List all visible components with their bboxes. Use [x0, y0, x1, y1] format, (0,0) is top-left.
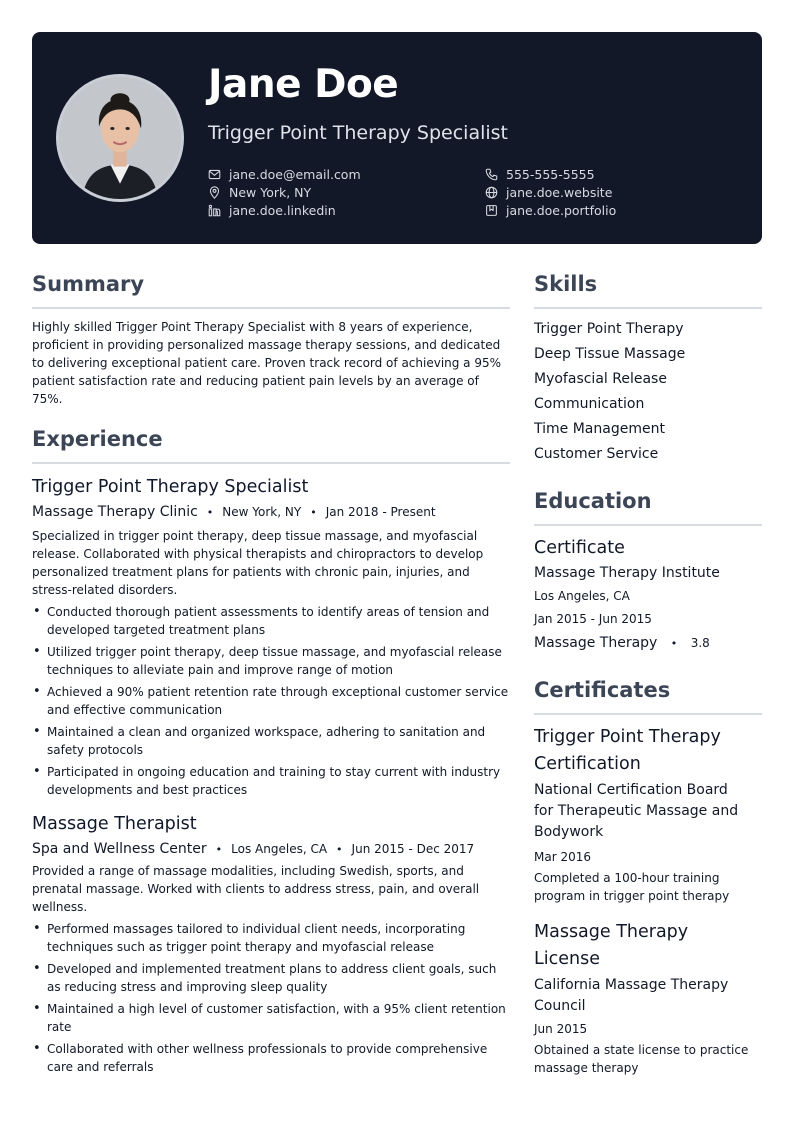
skills-section	[534, 268, 762, 467]
skill-item: Myofascial Release	[534, 371, 667, 387]
skill-item: Customer Service	[534, 446, 659, 462]
resume-header	[32, 32, 762, 244]
education-entry	[534, 535, 762, 656]
list-item: • Maintained a high level of customer satisfaction, with a 95% client retention rate	[32, 1000, 510, 1036]
contact-linkedin[interactable]	[208, 201, 336, 219]
job-entry	[32, 811, 510, 1076]
list-item: • Conducted thorough patient assessments to identify areas of tension and developed targeted treatment plans	[32, 603, 510, 639]
job-bullets	[32, 603, 510, 799]
job-entry	[32, 474, 510, 799]
portfolio-icon	[485, 204, 498, 217]
contact-email[interactable]	[208, 165, 361, 183]
skills-list	[534, 317, 762, 467]
list-item: • Participated in ongoing education and training to stay current with industry developments and best practices	[32, 763, 510, 799]
education-location: Los Angeles, CA	[534, 589, 630, 603]
section-divider	[534, 307, 762, 309]
certificate-description: Completed a 100-hour training program in trigger point therapy	[534, 871, 730, 903]
certificates-section	[534, 674, 762, 1077]
job-meta	[32, 839, 510, 860]
job-company: Massage Therapy Clinic	[32, 504, 198, 520]
certificate-issuer: California Massage Therapy Council	[534, 977, 729, 1014]
linkedin-icon	[208, 204, 221, 217]
job-bullets	[32, 920, 510, 1076]
candidate-name: Jane Doe	[208, 62, 399, 107]
separator-dot: •	[310, 506, 317, 519]
job-location: New York, NY	[222, 505, 302, 519]
globe-icon	[485, 186, 498, 199]
experience-section	[32, 423, 510, 1076]
candidate-title: Trigger Point Therapy Specialist	[208, 122, 509, 144]
education-gpa: 3.8	[690, 636, 710, 650]
side-column	[534, 268, 762, 1077]
summary-heading: Summary	[32, 272, 145, 296]
separator-dot: •	[206, 506, 214, 519]
education-degree: Certificate	[534, 538, 625, 558]
education-field: Massage Therapy	[534, 635, 658, 651]
contact-website-text: jane.doe.website	[506, 184, 613, 200]
contact-location	[208, 183, 311, 201]
contact-phone-text: 555-555-5555	[506, 166, 595, 182]
job-company: Spa and Wellness Center	[32, 841, 207, 857]
separator-dot: •	[670, 637, 678, 650]
certificate-title: Massage Therapy License	[534, 922, 689, 969]
job-dates: Jun 2015 - Dec 2017	[351, 842, 475, 856]
job-title: Massage Therapist	[32, 814, 197, 834]
map-pin-icon	[208, 186, 221, 199]
list-item: • Performed massages tailored to individual client needs, incorporating techniques such as trigger point therapy and myofascial release	[32, 920, 510, 956]
list-item: • Achieved a 90% patient retention rate through exceptional customer service and effective communication	[32, 683, 510, 719]
experience-heading: Experience	[32, 427, 163, 451]
summary-section	[32, 268, 510, 408]
separator-dot: •	[215, 843, 223, 856]
skills-heading: Skills	[534, 272, 598, 296]
job-location: Los Angeles, CA	[231, 842, 328, 856]
separator-dot: •	[336, 843, 343, 856]
profile-photo-illustration	[59, 77, 181, 199]
certificate-date: Jun 2015	[534, 1022, 588, 1036]
contact-portfolio-text: jane.doe.portfolio	[506, 202, 617, 218]
job-description: Provided a range of massage modalities, including Swedish, sports, and prenatal massage. Worked with clients to address stress, pain, and overall wellness.	[32, 864, 480, 914]
contact-linkedin-text: jane.doe.linkedin	[229, 202, 336, 218]
certificate-entry	[534, 724, 762, 905]
main-column	[32, 268, 510, 1080]
certificate-date: Mar 2016	[534, 850, 591, 864]
job-title: Trigger Point Therapy Specialist	[32, 477, 309, 497]
job-description: Specialized in trigger point therapy, deep tissue massage, and myofascial release. Collaborated with physical therapists and chiropractors to develop personalized treatment plans for patients with chronic pain, injuries, and stress-related disorders.	[32, 529, 484, 597]
section-divider	[534, 713, 762, 715]
mail-icon	[208, 168, 221, 181]
section-divider	[32, 462, 510, 464]
skill-item: Time Management	[534, 421, 665, 437]
phone-icon	[485, 168, 498, 181]
list-item: • Maintained a clean and organized workspace, adhering to sanitation and safety protocols	[32, 723, 510, 759]
list-item: • Collaborated with other wellness professionals to provide comprehensive care and referrals	[32, 1040, 510, 1076]
summary-text: Highly skilled Trigger Point Therapy Specialist with 8 years of experience, proficient in providing personalized massage therapy sessions, and dedicated to delivering exceptional patient care. Proven track record of achieving a 95% patient satisfaction rate and reducing patient pain levels by an average of 75%.	[32, 320, 502, 406]
education-heading: Education	[534, 489, 652, 513]
section-divider	[534, 524, 762, 526]
skill-item: Communication	[534, 396, 645, 412]
skill-item: Deep Tissue Massage	[534, 346, 686, 362]
contact-phone[interactable]	[485, 165, 595, 183]
job-dates: Jan 2018 - Present	[325, 505, 436, 519]
certificate-issuer: National Certification Board for Therapeutic Massage and Bodywork	[534, 782, 739, 840]
contact-website[interactable]	[485, 183, 612, 201]
list-item: • Developed and implemented treatment plans to address client goals, such as reducing stress and improving sleep quality	[32, 960, 510, 996]
certificate-entry	[534, 919, 762, 1077]
certificates-heading: Certificates	[534, 678, 671, 702]
education-school: Massage Therapy Institute	[534, 565, 720, 581]
education-section	[534, 485, 762, 656]
skill-item: Trigger Point Therapy	[534, 321, 684, 337]
contact-location-text: New York, NY	[229, 184, 312, 200]
contact-email-text: jane.doe@email.com	[229, 166, 361, 182]
section-divider	[32, 307, 510, 309]
profile-photo	[56, 74, 184, 202]
education-dates: Jan 2015 - Jun 2015	[534, 612, 652, 626]
education-field-row	[534, 631, 762, 656]
certificate-title: Trigger Point Therapy Certification	[534, 727, 721, 774]
list-item: • Utilized trigger point therapy, deep tissue massage, and myofascial release techniques to alleviate pain and improve range of motion	[32, 643, 510, 679]
certificate-description: Obtained a state license to practice massage therapy	[534, 1043, 749, 1075]
job-meta	[32, 502, 510, 523]
contact-portfolio[interactable]	[485, 201, 616, 219]
